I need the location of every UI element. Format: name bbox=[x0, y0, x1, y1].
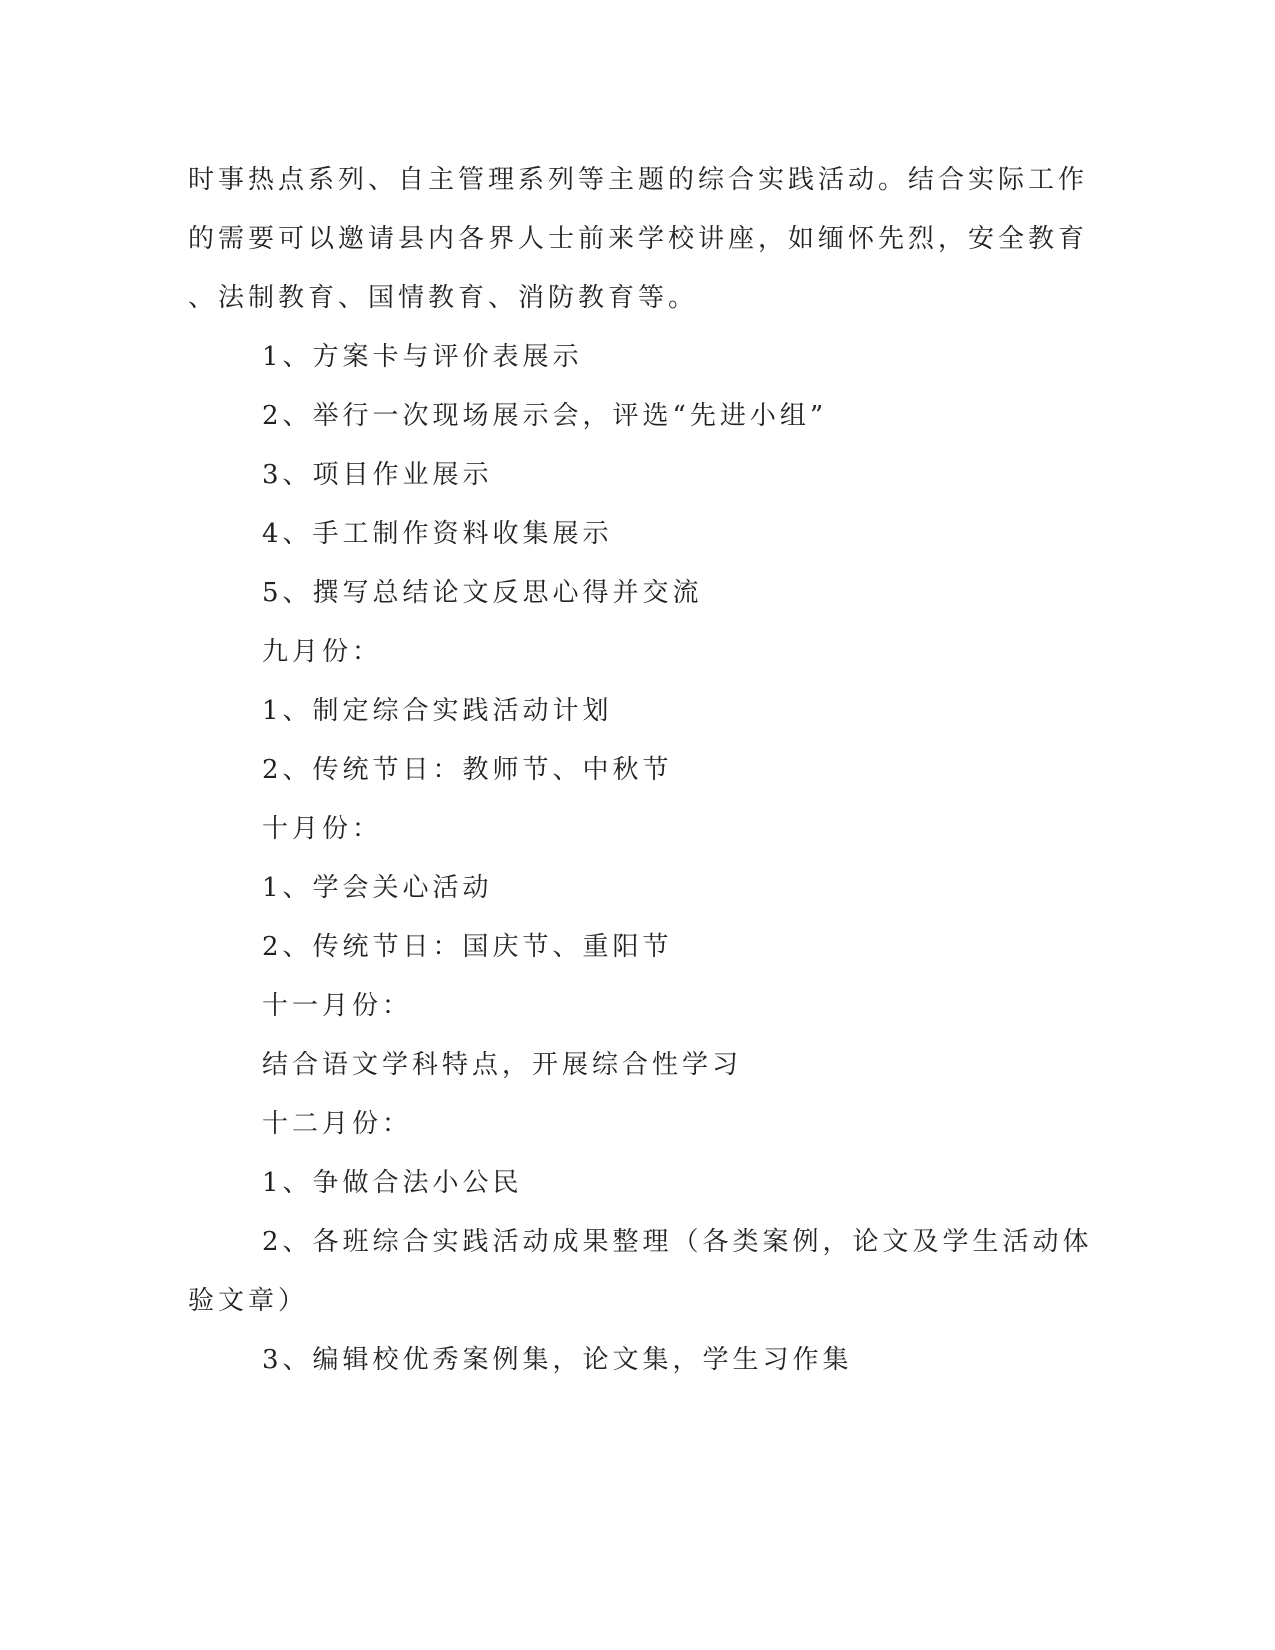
month-heading-december: 十二月份： bbox=[262, 1109, 413, 1139]
list-item: 2、各班综合实践活动成果整理（各类案例，论文及学生活动体 bbox=[262, 1227, 1093, 1257]
list-item-continuation: 验文章） bbox=[188, 1286, 309, 1316]
list-item: 2、举行一次现场展示会，评选“先进小组” bbox=[262, 401, 828, 431]
month-heading-september: 九月份： bbox=[262, 637, 383, 667]
list-item: 5、撰写总结论文反思心得并交流 bbox=[262, 578, 703, 608]
intro-line-2: 的需要可以邀请县内各界人士前来学校讲座，如缅怀先烈，安全教育 bbox=[188, 224, 1089, 254]
list-item: 1、争做合法小公民 bbox=[262, 1168, 523, 1198]
list-item: 4、手工制作资料收集展示 bbox=[262, 519, 613, 549]
list-item: 1、制定综合实践活动计划 bbox=[262, 696, 613, 726]
list-item: 1、学会关心活动 bbox=[262, 873, 493, 903]
list-item: 1、方案卡与评价表展示 bbox=[262, 342, 583, 372]
intro-line-1: 时事热点系列、自主管理系列等主题的综合实践活动。结合实际工作 bbox=[188, 165, 1089, 195]
list-item: 2、传统节日：教师节、中秋节 bbox=[262, 755, 673, 785]
month-heading-october: 十月份： bbox=[262, 814, 383, 844]
list-item: 3、项目作业展示 bbox=[262, 460, 493, 490]
list-item: 结合语文学科特点，开展综合性学习 bbox=[262, 1050, 743, 1080]
list-item: 2、传统节日：国庆节、重阳节 bbox=[262, 932, 673, 962]
list-item: 3、编辑校优秀案例集，论文集，学生习作集 bbox=[262, 1345, 853, 1375]
intro-line-3: 、法制教育、国情教育、消防教育等。 bbox=[188, 283, 699, 313]
month-heading-november: 十一月份： bbox=[262, 991, 413, 1021]
